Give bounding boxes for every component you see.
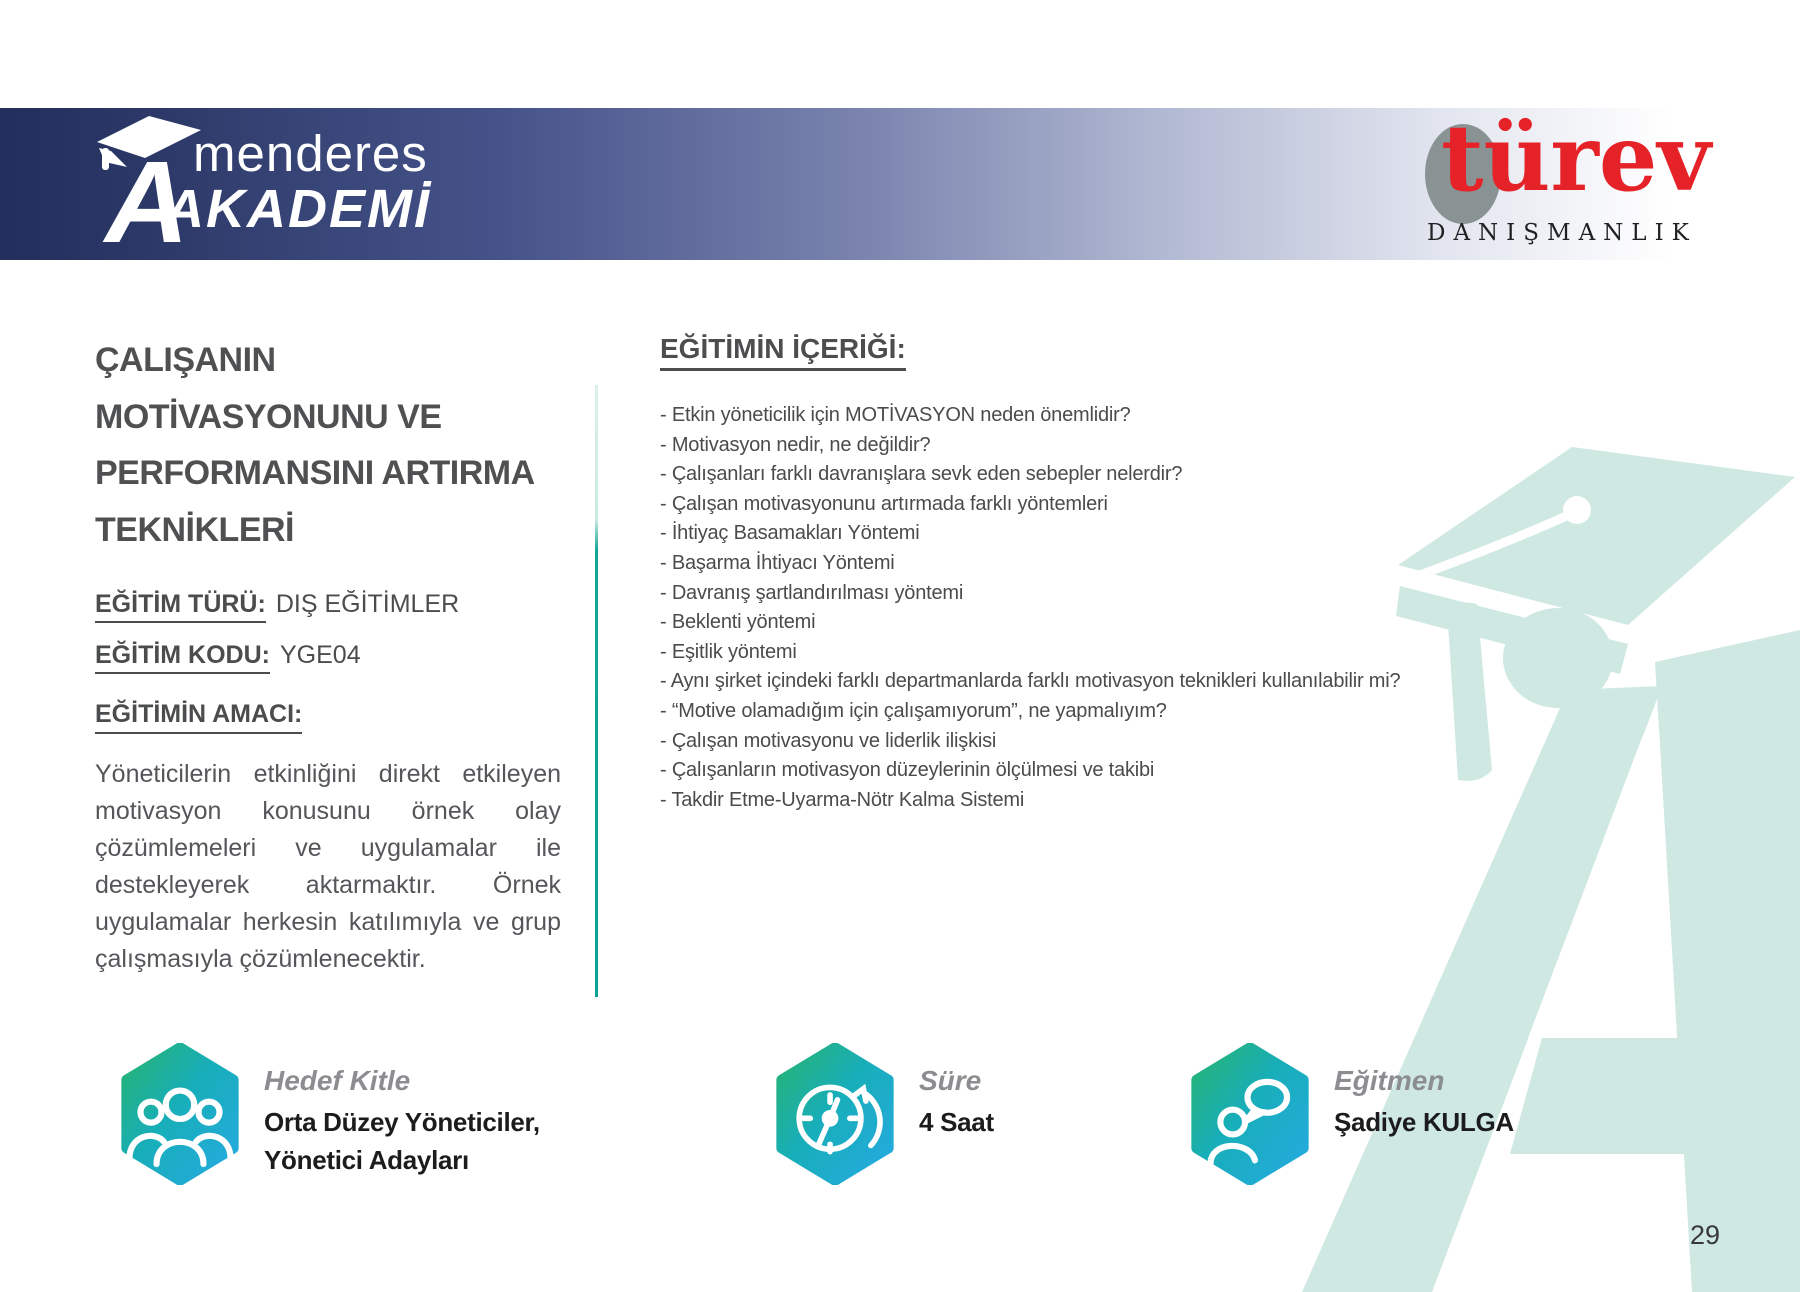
turev-wordmark: türev [1441,104,1711,212]
course-code-row [95,641,565,670]
course-purpose-heading: EĞİTİMİN AMACI: [95,700,302,734]
logo-letter-a: A [105,137,189,267]
content-list-item: - Davranış şartlandırılması yöntemi [660,581,964,604]
content-list-item: - Eşitlik yöntemi [660,640,797,663]
turev-danismanlik-logo [1425,104,1725,253]
instructor-label: Eğitmen [1334,1065,1445,1096]
duration-value: 4 Saat [919,1107,994,1137]
course-title-line: TEKNİKLERİ [95,510,294,549]
content-list-item: - İhtiyaç Basamakları Yöntemi [660,522,920,545]
instructor-text [1334,1043,1514,1185]
page-number: 29 [1690,1220,1721,1250]
course-type-row [95,590,565,619]
content-list-item: - Aynı şirket içindeki farklı departmanlarda farklı motivasyon teknikleri kullanılabilir mi? [660,670,1401,693]
clock-icon [773,1043,897,1185]
content-list-item: - Etkin yöneticilik için MOTİVASYON neden önemlidir? [660,404,1131,426]
target-audience-label: Hedef Kitle [264,1065,411,1096]
content-list-item: - Çalışan motivasyonunu artırmada farklı yöntemleri [660,492,1108,515]
course-title-line: PERFORMANSINI ARTIRMA [95,454,535,492]
content-list-item: - Motivasyon nedir, ne değildir? [660,433,931,456]
content-heading: EĞİTİMİN İÇERİĞİ: [660,333,906,371]
target-audience-card [118,1043,540,1185]
logo-word-menderes: menderes [193,125,428,182]
instructor-value: Şadiye KULGA [1334,1107,1514,1137]
duration-label: Süre [919,1065,982,1096]
course-code-label: EĞİTİM KODU: [95,641,270,674]
duration-text [919,1043,994,1185]
course-type-label: EĞİTİM TÜRÜ: [95,590,266,623]
person-speech-bubble-icon [1188,1043,1312,1185]
course-title-line: MOTİVASYONUNU VE [95,397,442,436]
course-title-line: ÇALIŞANIN [95,341,276,379]
course-purpose-text: Yöneticilerin etkinliğini direkt etkileyen motivasyon konusunu örnek olay çözümlemeleri ve uygulamalar ile destekleyerek aktarmaktır. Örnek uygulamalar herkesin katılımıyla ve grup çalışmasıyla çözümlenecektir. [95,760,561,973]
turev-subtitle: DANIŞMANLIK [1427,220,1697,246]
course-code-value: YGE04 [280,641,361,669]
content-list-item: - Çalışanları farklı davranışlara sevk eden sebepler nelerdir? [660,463,1183,486]
content-list-item: - Beklenti yöntemi [660,611,816,634]
duration-card [773,1043,994,1185]
content-list-item: - Çalışan motivasyonu ve liderlik ilişkisi [660,729,997,752]
content-list-item: - Başarma İhtiyacı Yöntemi [660,551,895,574]
target-audience-text [264,1043,540,1185]
target-audience-value: Orta Düzey Yöneticiler, [264,1107,540,1137]
logo-word-akademi: AKADEMİ [165,179,431,239]
column-divider [595,385,598,997]
target-audience-value: Yönetici Adayları [264,1145,469,1175]
instructor-card [1188,1043,1514,1185]
course-summary-column [95,332,565,978]
course-title [95,332,565,558]
menderes-akademi-logo [105,120,485,267]
course-content-column [660,333,1440,815]
people-group-icon [118,1043,242,1185]
content-list [660,401,1440,815]
content-list-item: - “Motive olamadığım için çalışamıyorum”, ne yapmalıyım? [660,699,1167,722]
course-type-value: DIŞ EĞİTİMLER [275,590,460,618]
content-list-item: - Takdir Etme-Uyarma-Nötr Kalma Sistemi [660,788,1025,811]
content-list-item: - Çalışanların motivasyon düzeylerinin ölçülmesi ve takibi [660,759,1155,782]
